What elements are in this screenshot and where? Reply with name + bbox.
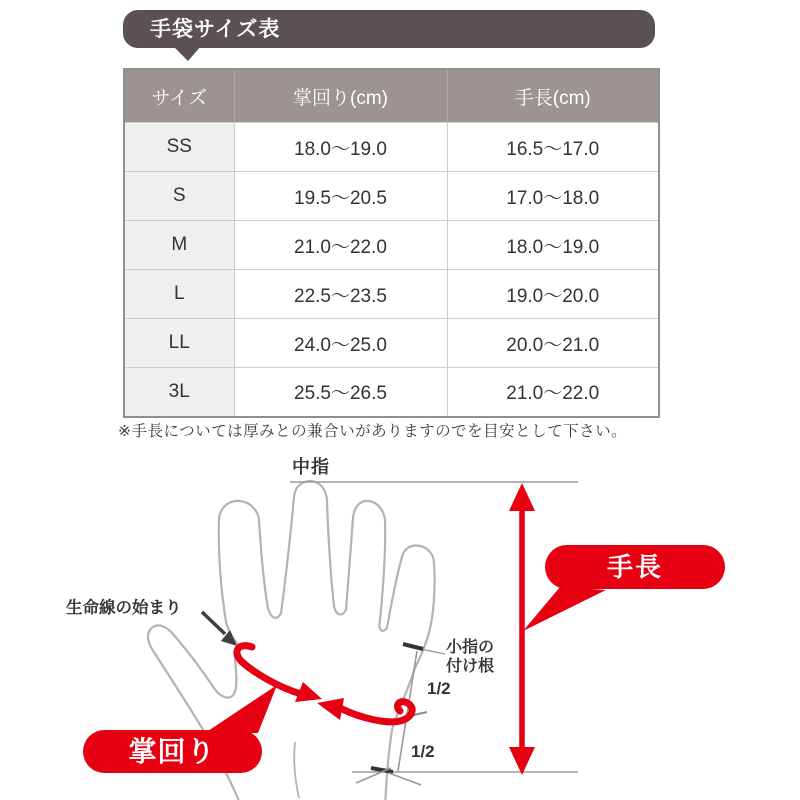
hand-length-callout-label: 手長 — [606, 552, 664, 582]
hand-length-arrowhead-down-icon — [509, 747, 535, 775]
pinky-base-label-line1: 小指の — [446, 639, 495, 656]
title-banner-tail — [173, 46, 201, 61]
size-cell: SS — [124, 123, 234, 172]
col-header-size: サイズ — [124, 69, 234, 123]
half-upper-label: 1/2 — [427, 679, 451, 698]
footnote: ※手長については厚みとの兼合いがありますのでを目安として下さい。 — [118, 423, 628, 440]
table-row — [124, 270, 659, 319]
length-cell: 20.0〜21.0 — [447, 319, 659, 368]
size-cell: 3L — [124, 368, 234, 417]
size-table — [123, 68, 660, 418]
palm-cell: 22.5〜23.5 — [234, 270, 447, 319]
title-banner — [123, 10, 655, 48]
pinky-base-label-line2: 付け根 — [446, 658, 495, 675]
length-cell: 19.0〜20.0 — [447, 270, 659, 319]
hand-length-callout-tail — [523, 587, 606, 631]
wrist-whisker-right — [389, 773, 421, 785]
hand-length-arrow — [509, 483, 535, 775]
table-header-row — [124, 69, 659, 123]
col-header-length: 手長(cm) — [447, 69, 659, 123]
table-row — [124, 368, 659, 417]
palm-callout-label: 掌回り — [128, 736, 216, 767]
middle-finger-label: 中指 — [292, 457, 330, 477]
pinky-label-connector-line — [420, 649, 445, 654]
page-title: 手袋サイズ表 — [150, 18, 281, 41]
half-lower-label: 1/2 — [411, 742, 435, 761]
length-cell: 21.0〜22.0 — [447, 368, 659, 417]
hand-length-arrowhead-up-icon — [509, 483, 535, 511]
length-cell: 16.5〜17.0 — [447, 123, 659, 172]
table-row — [124, 221, 659, 270]
length-cell: 18.0〜19.0 — [447, 221, 659, 270]
palm-cell: 25.5〜26.5 — [234, 368, 447, 417]
size-cell: LL — [124, 319, 234, 368]
palm-cell: 18.0〜19.0 — [234, 123, 447, 172]
table-row — [124, 172, 659, 221]
table-row — [124, 123, 659, 172]
size-cell: L — [124, 270, 234, 319]
size-cell: S — [124, 172, 234, 221]
palm-cell: 19.5〜20.5 — [234, 172, 447, 221]
hand-measurement-diagram — [0, 440, 800, 800]
length-cell: 17.0〜18.0 — [447, 172, 659, 221]
size-cell: M — [124, 221, 234, 270]
life-line-label: 生命線の始まり — [66, 599, 182, 617]
col-header-palm: 掌回り(cm) — [234, 69, 447, 123]
life-line-arrow-shaft — [202, 612, 225, 634]
palm-cell: 24.0〜25.0 — [234, 319, 447, 368]
table-row — [124, 319, 659, 368]
palm-cell: 21.0〜22.0 — [234, 221, 447, 270]
hand-length-callout — [523, 545, 725, 631]
